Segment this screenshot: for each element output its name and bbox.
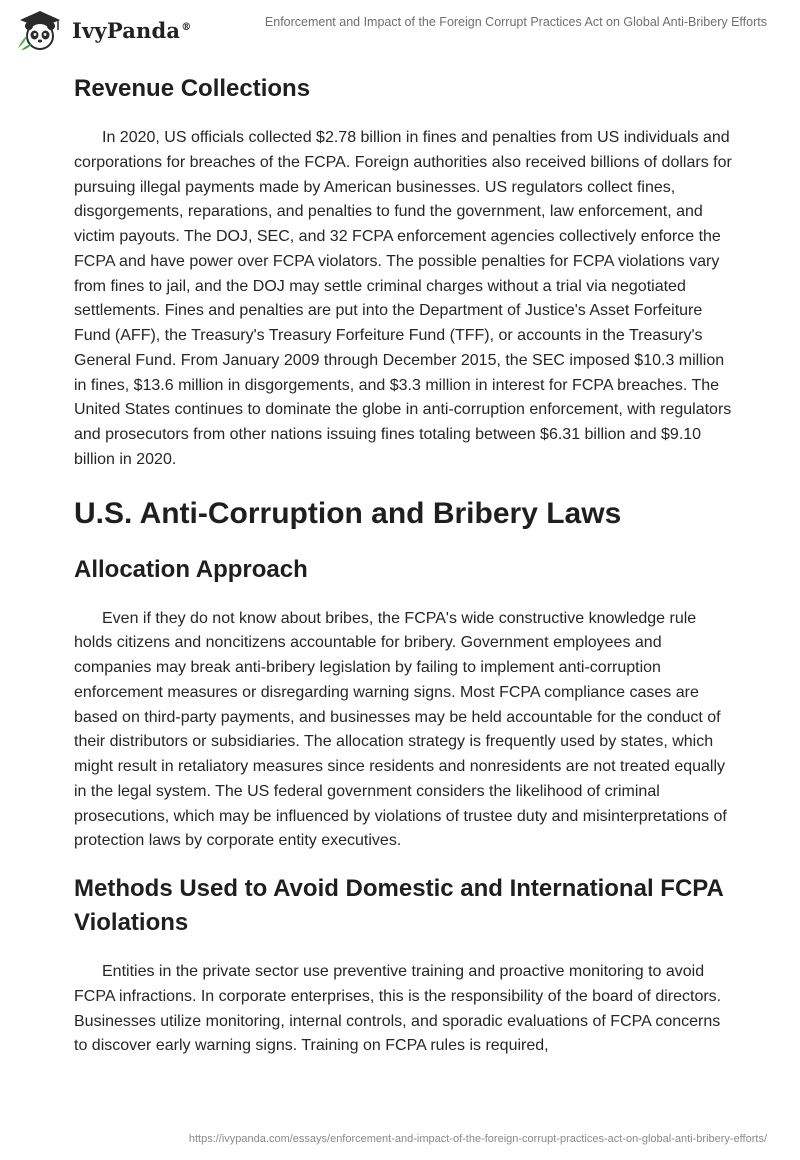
panda-logo-icon xyxy=(14,8,66,52)
paragraph-revenue: In 2020, US officials collected $2.78 billion in fines and penalties from US individuals and corporations for breaches of the FCPA. Foreign authorities also received billions of dollars for pursuing illegal payments made by American businesses. US regulators collect fines, disgorgements, reparations, and penalties to fund the government, law enforcement, and victim payouts. The DOJ, SEC, and 32 FCPA enforcement agencies collectively enforce the FCPA and have power over FCPA violators. The possible penalties for FCPA violations vary from fines to jail, and the DOJ may settle criminal charges without a trial via negotiated settlements. Fines and penalties are put into the Department of Justice's Asset Forfeiture Fund (AFF), the Treasury's Treasury Forfeiture Fund (TFF), or accounts in the Treasury's General Fund. From January 2009 through December 2015, the SEC imposed $10.3 million in fines, $13.6 million in disgorgements, and $3.3 million in interest for FCPA breaches. The United States continues to dominate the globe in anti-corruption enforcement, with regulators and prosecutors from other nations issuing fines totaling between $6.31 billion and $9.10 billion in 2020. xyxy=(74,129,732,468)
heading-allocation-approach: Allocation Approach xyxy=(74,555,308,583)
brand-logo[interactable] xyxy=(14,8,191,52)
heading-revenue-collections: Revenue Collections xyxy=(74,75,311,102)
heading-us-laws: U.S. Anti-Corruption and Bribery Laws xyxy=(74,496,622,530)
registered-mark: ® xyxy=(181,21,192,33)
page-header xyxy=(0,0,800,60)
brand-text: IvyPanda xyxy=(72,17,181,43)
article-body xyxy=(74,70,734,1059)
brand-name xyxy=(72,18,191,43)
heading-methods: Methods Used to Avoid Domestic and International FCPA Violations xyxy=(74,875,723,936)
paragraph-allocation: Even if they do not know about bribes, the FCPA's wide constructive knowledge rule holds citizens and noncitizens accountable for bribery. Government employees and companies may break anti-bribery legislation by failing to implement anti-corruption enforcement measures or disregarding warning signs. Most FCPA compliance cases are based on third-party payments, and businesses may be held accountable for the conduct of their distributors or subsidiaries. The allocation strategy is frequently used by states, which might result in retaliatory measures since residents and nonresidents are not treated equally in the legal system. The US federal government considers the likelihood of criminal prosecutions, which may be influenced by violations of trustee duty and misinterpretations of protection laws by corporate entity executives. xyxy=(74,609,727,850)
paragraph-methods: Entities in the private sector use preventive training and proactive monitoring to avoid FCPA infractions. In corporate enterprises, this is the responsibility of the board of directors. Businesses utilize monitoring, internal controls, and sporadic evaluations of FCPA concerns to discover early warning signs. Training on FCPA rules is required, xyxy=(74,963,722,1055)
source-url[interactable]: https://ivypanda.com/essays/enforcement-and-impact-of-the-foreign-corrupt-practices-act-on-global-anti-bribery-efforts/ xyxy=(188,1133,767,1145)
document-title: Enforcement and Impact of the Foreign Corrupt Practices Act on Global Anti-Bribery Efforts xyxy=(264,15,767,29)
